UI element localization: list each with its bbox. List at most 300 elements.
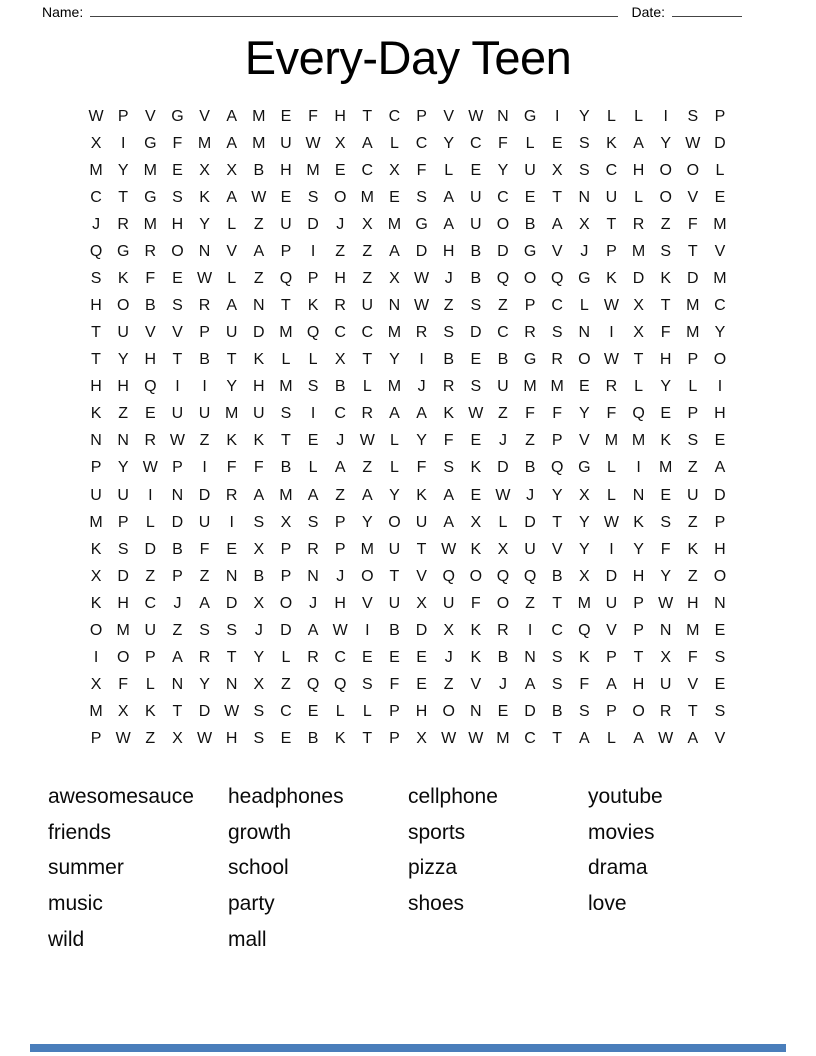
grid-cell: S	[687, 432, 699, 450]
grid-cell: C	[714, 297, 726, 315]
word-list-item: mall	[228, 927, 267, 951]
grid-cell: V	[551, 540, 563, 558]
grid-cell: R	[117, 216, 129, 234]
grid-cell: A	[416, 405, 427, 423]
grid-cell: I	[120, 134, 126, 152]
word-list-item: headphones	[228, 785, 344, 808]
grid-cell: M	[89, 702, 103, 720]
grid-cell: C	[497, 324, 509, 342]
grid-cell: Z	[498, 405, 508, 423]
grid-cell: L	[145, 675, 155, 693]
grid-cell: K	[90, 405, 102, 423]
grid-cell: T	[416, 540, 427, 558]
grid-cell: M	[631, 432, 646, 450]
grid-cell: T	[552, 513, 563, 531]
grid-cell: L	[145, 513, 155, 531]
grid-cell: S	[714, 648, 726, 666]
grid-cell: L	[227, 216, 237, 234]
grid-cell: F	[118, 675, 129, 693]
grid-cell: S	[307, 513, 319, 531]
grid-cell: H	[415, 702, 428, 720]
grid-cell: T	[687, 702, 698, 720]
grid-cell: K	[443, 405, 455, 423]
grid-cell: W	[441, 540, 457, 558]
grid-cell: C	[388, 107, 401, 125]
grid-cell: I	[148, 486, 153, 504]
grid-cell: E	[470, 486, 482, 504]
grid-cell: S	[361, 675, 373, 693]
grid-cell: M	[686, 621, 700, 639]
grid-cell: W	[603, 297, 619, 315]
grid-cell: F	[687, 648, 698, 666]
grid-cell: A	[443, 486, 455, 504]
grid-cell: Q	[496, 567, 510, 585]
grid-cell: R	[632, 216, 645, 234]
grid-cell: B	[470, 243, 482, 261]
grid-cell: V	[578, 432, 590, 450]
grid-cell: F	[498, 134, 508, 152]
grid-cell: G	[116, 243, 130, 261]
grid-cell: N	[307, 567, 319, 585]
grid-cell: Z	[118, 405, 129, 423]
grid-cell: P	[172, 567, 183, 585]
word-list-column	[228, 779, 408, 958]
grid-cell: Z	[199, 567, 210, 585]
grid-cell: C	[334, 648, 346, 666]
grid-cell: F	[416, 161, 427, 179]
grid-cell: B	[470, 270, 482, 288]
grid-cell: F	[660, 324, 671, 342]
grid-cell: V	[199, 107, 210, 125]
grid-cell: E	[714, 621, 726, 639]
grid-cell: G	[144, 189, 157, 206]
grid-cell: P	[280, 567, 292, 585]
grid-cell: R	[551, 351, 563, 369]
grid-cell: M	[116, 621, 130, 639]
grid-cell: W	[414, 270, 430, 288]
grid-cell: Y	[578, 405, 590, 423]
grid-cell: L	[308, 351, 318, 369]
grid-cell: B	[551, 702, 563, 720]
grid-cell: Y	[253, 648, 265, 666]
grid-cell: K	[470, 540, 482, 558]
grid-cell: Y	[199, 675, 210, 693]
grid-cell: E	[389, 648, 400, 666]
grid-cell: A	[578, 729, 590, 747]
grid-cell: B	[497, 351, 509, 369]
grid-cell: M	[659, 459, 673, 477]
grid-cell: K	[416, 486, 427, 504]
grid-cell: A	[389, 243, 400, 261]
grid-cell: D	[687, 270, 699, 288]
grid-cell: Y	[714, 324, 726, 342]
grid-cell: H	[334, 270, 346, 288]
grid-cell: K	[144, 702, 156, 720]
grid-cell: O	[496, 594, 510, 612]
grid-cell: M	[279, 378, 293, 396]
grid-cell: M	[252, 134, 266, 152]
grid-cell: Z	[172, 621, 183, 639]
grid-cell: D	[415, 621, 428, 639]
grid-cell: U	[470, 189, 482, 206]
grid-cell: H	[117, 378, 129, 396]
grid-cell: D	[470, 324, 482, 342]
grid-cell: H	[90, 378, 102, 396]
grid-cell: J	[309, 594, 318, 612]
grid-cell: Z	[362, 459, 373, 477]
grid-cell: D	[497, 243, 509, 261]
grid-cell: U	[225, 324, 238, 342]
grid-cell: U	[442, 594, 455, 612]
grid-cell: U	[171, 405, 184, 423]
grid-cell: K	[307, 297, 319, 315]
grid-cell: U	[605, 189, 618, 206]
grid-cell: C	[551, 621, 563, 639]
grid-cell: O	[713, 567, 727, 585]
grid-cell: Z	[525, 432, 535, 450]
grid-cell: P	[307, 270, 319, 288]
grid-cell: L	[498, 513, 508, 531]
grid-cell: J	[336, 432, 345, 450]
grid-cell: C	[415, 134, 428, 152]
grid-cell: M	[306, 161, 320, 179]
grid-cell: P	[389, 729, 400, 747]
grid-cell: A	[307, 621, 319, 639]
word-search-grid	[83, 103, 734, 752]
grid-cell: L	[444, 161, 454, 179]
grid-cell: M	[713, 216, 727, 234]
grid-cell: S	[307, 378, 319, 396]
grid-cell: S	[253, 513, 265, 531]
grid-cell: O	[659, 161, 672, 179]
grid-cell: P	[90, 459, 102, 477]
grid-cell: O	[496, 216, 510, 234]
grid-cell: O	[333, 189, 347, 206]
grid-cell: R	[442, 378, 455, 396]
grid-cell: N	[632, 486, 645, 504]
grid-cell: Q	[632, 405, 645, 423]
grid-cell: Q	[550, 270, 564, 288]
grid-cell: G	[523, 351, 537, 369]
grid-cell: R	[497, 621, 509, 639]
grid-cell: W	[685, 134, 701, 152]
grid-cell: Q	[306, 324, 320, 342]
grid-cell: J	[580, 243, 589, 261]
grid-cell: D	[144, 540, 157, 558]
grid-cell: W	[468, 107, 484, 125]
word-list-column	[408, 779, 588, 958]
grid-cell: M	[360, 189, 374, 206]
grid-cell: X	[90, 675, 102, 693]
grid-cell: P	[144, 648, 156, 666]
grid-cell: E	[551, 134, 563, 152]
grid-cell: N	[578, 189, 591, 206]
grid-cell: A	[253, 486, 265, 504]
grid-cell: X	[578, 216, 590, 234]
word-list-item: drama	[588, 856, 648, 880]
grid-cell: H	[659, 351, 672, 369]
grid-cell: H	[442, 243, 455, 261]
grid-cell: W	[197, 729, 213, 747]
grid-cell: Z	[687, 513, 698, 531]
grid-cell: M	[279, 324, 293, 342]
grid-cell: E	[389, 189, 400, 206]
grid-cell: C	[361, 161, 374, 179]
grid-cell: O	[523, 270, 537, 288]
grid-cell: U	[90, 486, 102, 504]
grid-cell: V	[470, 675, 482, 693]
grid-cell: X	[226, 161, 238, 179]
grid-cell: B	[307, 729, 319, 747]
grid-cell: E	[361, 648, 373, 666]
grid-cell: O	[116, 297, 130, 315]
grid-cell: Z	[281, 675, 291, 693]
grid-cell: R	[524, 324, 536, 342]
grid-cell: C	[551, 297, 563, 315]
grid-cell: Y	[199, 216, 210, 234]
grid-cell: Z	[199, 432, 210, 450]
grid-cell: I	[229, 513, 234, 531]
grid-cell: B	[334, 378, 346, 396]
grid-cell: M	[631, 243, 646, 261]
grid-cell: W	[414, 297, 430, 315]
grid-cell: D	[714, 486, 726, 504]
grid-cell: D	[714, 134, 726, 152]
grid-cell: I	[93, 648, 99, 666]
grid-cell: B	[280, 459, 292, 477]
grid-cell: A	[687, 729, 699, 747]
grid-cell: R	[361, 405, 374, 423]
grid-cell: C	[524, 729, 536, 747]
grid-cell: M	[143, 216, 157, 234]
grid-cell: N	[578, 324, 591, 342]
grid-cell: M	[89, 161, 103, 179]
grid-cell: C	[497, 189, 509, 206]
grid-cell: S	[551, 648, 563, 666]
grid-cell: F	[579, 675, 590, 693]
grid-cell: S	[551, 324, 563, 342]
grid-cell: H	[714, 540, 726, 558]
grid-cell: P	[714, 513, 726, 531]
grid-cell: A	[226, 297, 238, 315]
grid-cell: W	[142, 459, 158, 477]
grid-cell: P	[117, 107, 129, 125]
grid-cell: N	[225, 675, 238, 693]
grid-cell: Y	[660, 134, 672, 152]
grid-cell: N	[117, 432, 129, 450]
grid-cell: W	[495, 486, 511, 504]
grid-cell: X	[660, 648, 672, 666]
grid-cell: P	[606, 702, 617, 720]
grid-cell: U	[524, 540, 536, 558]
grid-cell: Q	[144, 378, 157, 396]
grid-cell: A	[226, 107, 238, 125]
grid-cell: P	[606, 648, 617, 666]
word-list-item: love	[588, 892, 627, 916]
grid-cell: E	[334, 161, 346, 179]
grid-cell: V	[606, 621, 617, 639]
grid-cell: C	[334, 405, 346, 423]
date-fill-line	[672, 4, 742, 17]
grid-cell: N	[225, 567, 238, 585]
grid-cell: E	[280, 107, 292, 125]
grid-cell: E	[714, 189, 726, 206]
grid-cell: P	[117, 513, 129, 531]
grid-cell: M	[387, 324, 402, 342]
grid-cell: E	[172, 270, 183, 288]
grid-cell: F	[470, 594, 481, 612]
grid-cell: K	[606, 134, 617, 152]
grid-cell: J	[336, 216, 345, 234]
grid-cell: L	[688, 378, 698, 396]
grid-cell: M	[360, 540, 374, 558]
grid-cell: X	[578, 486, 590, 504]
grid-cell: U	[524, 161, 536, 179]
grid-cell: L	[606, 107, 616, 125]
grid-cell: Y	[660, 567, 672, 585]
grid-cell: V	[714, 729, 726, 747]
grid-cell: P	[416, 107, 427, 125]
grid-cell: W	[115, 729, 131, 747]
grid-cell: E	[497, 702, 509, 720]
grid-cell: C	[605, 161, 618, 179]
grid-cell: M	[577, 594, 591, 612]
grid-cell: N	[714, 594, 726, 612]
word-list-item: friends	[48, 820, 112, 844]
grid-cell: Z	[525, 594, 535, 612]
grid-cell: Z	[145, 729, 156, 747]
word-list-item: sports	[408, 820, 466, 844]
grid-cell: A	[361, 486, 373, 504]
grid-cell: N	[388, 297, 401, 315]
grid-cell: K	[199, 189, 210, 206]
word-list-item: music	[48, 892, 103, 916]
grid-cell: T	[91, 324, 101, 342]
grid-cell: X	[199, 161, 210, 179]
grid-cell: H	[225, 729, 238, 747]
grid-cell: P	[389, 702, 400, 720]
grid-cell: G	[415, 216, 428, 234]
grid-cell: M	[713, 270, 727, 288]
grid-cell: A	[226, 134, 238, 152]
grid-cell: J	[254, 621, 263, 639]
grid-cell: R	[144, 243, 157, 261]
grid-cell: S	[578, 161, 590, 179]
grid-cell: U	[659, 675, 672, 693]
grid-cell: G	[578, 459, 591, 477]
grid-cell: U	[497, 378, 509, 396]
grid-cell: F	[416, 459, 427, 477]
grid-cell: X	[117, 702, 129, 720]
name-fill-line	[90, 4, 617, 17]
grid-cell: D	[415, 243, 428, 261]
grid-cell: T	[389, 567, 400, 585]
grid-cell: V	[226, 243, 238, 261]
grid-cell: Y	[578, 513, 590, 531]
grid-cell: T	[633, 351, 644, 369]
grid-cell: U	[144, 621, 157, 639]
grid-cell: Z	[687, 459, 698, 477]
grid-cell: I	[175, 378, 180, 396]
grid-cell: Y	[389, 486, 400, 504]
grid-cell: H	[687, 594, 699, 612]
grid-cell: K	[117, 270, 129, 288]
grid-cell: Z	[145, 567, 156, 585]
grid-cell: Z	[443, 675, 454, 693]
grid-cell: D	[307, 216, 319, 234]
grid-cell: Y	[117, 351, 129, 369]
grid-cell: P	[606, 243, 617, 261]
grid-cell: U	[117, 324, 129, 342]
grid-cell: T	[281, 297, 291, 315]
grid-cell: X	[334, 134, 346, 152]
grid-cell: Y	[117, 459, 129, 477]
grid-cell: W	[251, 189, 267, 206]
grid-cell: O	[686, 161, 700, 179]
grid-cell: D	[225, 594, 238, 612]
grid-cell: D	[198, 702, 211, 720]
grid-cell: H	[280, 161, 292, 179]
grid-cell: B	[551, 567, 563, 585]
grid-cell: X	[280, 513, 292, 531]
grid-cell: E	[226, 540, 238, 558]
grid-cell: S	[199, 621, 210, 639]
grid-cell: S	[714, 702, 726, 720]
grid-cell: G	[171, 107, 184, 125]
grid-cell: P	[199, 324, 210, 342]
grid-cell: J	[444, 648, 453, 666]
grid-cell: B	[253, 567, 265, 585]
grid-cell: Y	[578, 107, 590, 125]
grid-cell: E	[280, 729, 292, 747]
grid-cell: T	[226, 351, 237, 369]
grid-cell: U	[687, 486, 699, 504]
grid-cell: W	[224, 702, 240, 720]
grid-cell: W	[88, 107, 104, 125]
word-list	[48, 779, 768, 958]
grid-cell: N	[659, 621, 672, 639]
grid-cell: W	[169, 432, 185, 450]
grid-cell: O	[659, 189, 672, 206]
grid-cell: U	[605, 594, 618, 612]
grid-cell: D	[253, 324, 265, 342]
grid-cell: J	[498, 432, 507, 450]
grid-cell: V	[172, 324, 183, 342]
grid-cell: G	[523, 107, 537, 125]
grid-cell: P	[687, 351, 699, 369]
grid-cell: A	[551, 216, 563, 234]
grid-cell: H	[334, 107, 346, 125]
grid-cell: M	[686, 297, 700, 315]
grid-cell: I	[202, 459, 207, 477]
grid-cell: Y	[633, 540, 644, 558]
grid-cell: Z	[498, 297, 508, 315]
grid-cell: J	[526, 486, 535, 504]
grid-cell: K	[606, 270, 617, 288]
grid-cell: S	[660, 243, 672, 261]
grid-cell: K	[660, 270, 672, 288]
grid-cell: E	[714, 432, 726, 450]
grid-cell: B	[443, 351, 455, 369]
grid-cell: H	[90, 297, 102, 315]
word-list-item: movies	[588, 820, 655, 844]
grid-cell: R	[334, 297, 346, 315]
grid-cell: Z	[443, 297, 454, 315]
grid-cell: L	[281, 351, 291, 369]
grid-cell: I	[527, 621, 533, 639]
grid-cell: X	[497, 540, 509, 558]
grid-cell: G	[144, 134, 157, 152]
